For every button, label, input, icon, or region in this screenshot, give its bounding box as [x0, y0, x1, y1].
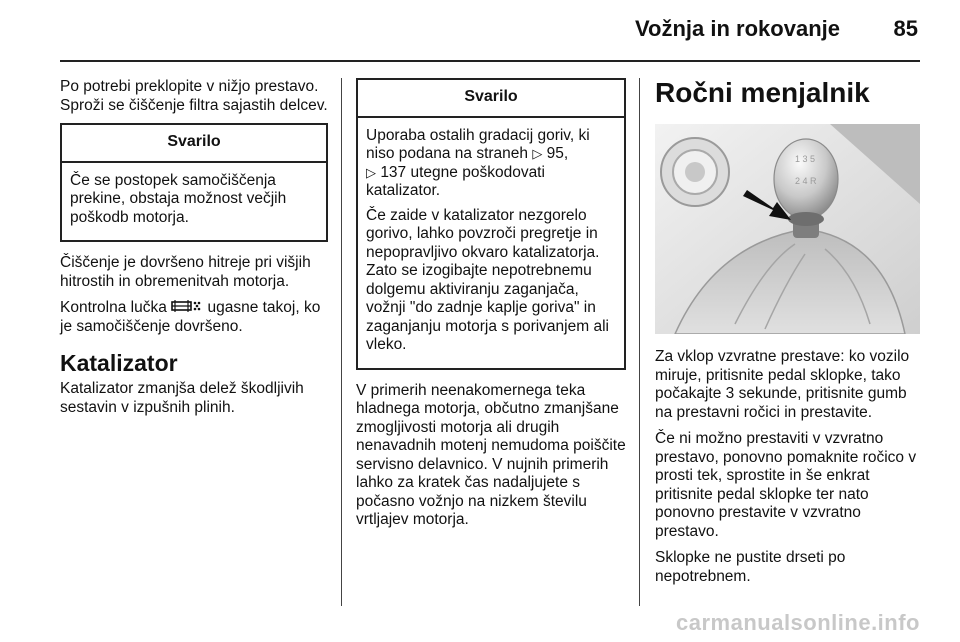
page-ref-137[interactable]: 137: [380, 163, 407, 181]
column-divider-right: [639, 78, 640, 606]
warning-body: [358, 118, 624, 368]
page-reference-arrow-icon: ▷: [366, 164, 376, 180]
page-number: 85: [893, 16, 918, 41]
lamp-text-before: Kontrolna lučka: [60, 299, 167, 316]
column-right: [655, 78, 920, 594]
warning-body: [62, 163, 326, 241]
column-left: [60, 78, 328, 425]
catalyst-paragraph: Katalizator zmanjša delež škodljivih sestavin v izpušnih plinih.: [60, 380, 304, 416]
warning-box-engine: [60, 123, 328, 242]
svg-text:1 3 5: 1 3 5: [795, 154, 816, 164]
clutch-paragraph: Sklopke ne pustite drseti po nepotrebnem.: [655, 549, 846, 585]
watermark-text: carmanualsonline.info: [676, 610, 920, 635]
reverse-retry-paragraph: Če ni možno prestaviti v vzvratno prestavo, ponovno pomaknite ročico v prosti tek, sprostite in še enkrat pritisnite pedal sklopke ter nato ponovno prestavite v vzvratno prestavo.: [655, 430, 917, 540]
warning-box-fuel: [356, 78, 626, 370]
warning-unburned-fuel-text: Če zaide v katalizator nezgorelo gorivo, lahko povzroči pregretje in nepopravljivo okvaro katalizatorja. Zato se izogibajte nepotrebnemu dolgemu aktiviranju zaganjača, vožnji "do zadnje kaplje goriva" in zaganjanju motorja s porivanjem ali vleko.: [366, 206, 609, 353]
page-header: [60, 0, 920, 62]
svg-text:2 4 R: 2 4 R: [795, 176, 817, 186]
section-heading-catalyst: Katalizator: [60, 350, 178, 376]
column-middle: [356, 78, 626, 538]
diesel-particle-filter-icon: [171, 299, 203, 313]
gear-lever-photo: [655, 124, 920, 334]
gear-lever-illustration: [655, 124, 920, 334]
page-reference-arrow-icon: ▷: [532, 146, 543, 161]
reverse-gear-paragraph: Za vklop vzvratne prestave: ko vozilo miruje, pritisnite pedal sklopke, tako počakajte 3 sekunde, pritisnite gumb na prestavni ročici in prestavite.: [655, 348, 910, 421]
intro-paragraph: Po potrebi preklopite v nižjo prestavo. Sproži se čiščenje filtra sajastih delcev.: [60, 78, 328, 114]
lamp-paragraph: [60, 299, 328, 336]
column-divider-left: [341, 78, 342, 606]
page-ref-95[interactable]: 95: [546, 145, 564, 162]
page-title: Vožnja in rokovanje: [635, 16, 840, 41]
warning-title: Svarilo: [62, 125, 326, 163]
section-heading-manual-transmission: Ročni menjalnik: [655, 77, 870, 108]
warning-title: Svarilo: [358, 80, 624, 118]
lamp-text-after: ugasne takoj, ko je samočiščenje dovršeno.: [60, 299, 321, 335]
malfunction-paragraph: V primerih neenakomernega teka hladnega motorja, občutno zmanjšane zmogljivosti motorja ali drugih nenavadnih motenj nemudoma poiščite servisno delavnico. V nujnih primerih lahko za kratek čas nadaljujete s počasno vožnjo na nizkem številu vrtljajev motorja.: [356, 381, 626, 528]
cleaning-paragraph: Čiščenje je dovršeno hitreje pri višjih hitrostih in obremenitvah motorja.: [60, 254, 311, 290]
warning-text: Če se postopek samočiščenja prekine, obstaja možnost večjih poškodb motorja.: [70, 171, 287, 226]
warning-fuel-text: Uporaba ostalih gradacij goriv, ki niso podana na straneh ▷ 95, ▷ 137 utegne poškodovati katalizator.: [366, 126, 590, 199]
